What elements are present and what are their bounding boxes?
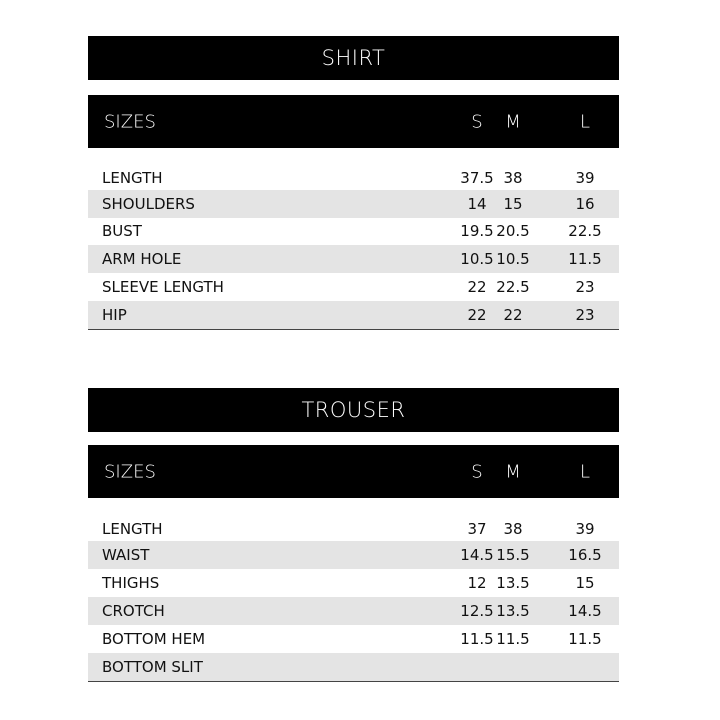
value-s: 14.5 xyxy=(460,546,494,564)
value-m: 10.5 xyxy=(496,250,530,268)
table-row xyxy=(88,164,619,192)
table-row xyxy=(88,245,619,273)
value-m: 13.5 xyxy=(496,574,530,592)
value-l: 39 xyxy=(575,169,595,187)
trouser-size-chart xyxy=(88,388,619,682)
row-label: SHOULDERS xyxy=(102,195,195,213)
value-s: 37.5 xyxy=(460,169,494,187)
shirt-header-size-s: S xyxy=(471,111,483,132)
shirt-bottom-rule xyxy=(88,329,619,330)
row-label: WAIST xyxy=(102,546,150,564)
value-s: 14 xyxy=(467,195,487,213)
value-s: 22 xyxy=(467,306,487,324)
value-l: 23 xyxy=(575,278,595,296)
table-row xyxy=(88,625,619,653)
value-l: 16.5 xyxy=(568,546,602,564)
row-label: LENGTH xyxy=(102,169,163,187)
shirt-header-size-m: M xyxy=(505,111,521,132)
trouser-header-size-m: M xyxy=(505,461,521,482)
value-m: 11.5 xyxy=(496,630,530,648)
value-s: 11.5 xyxy=(460,630,494,648)
value-s: 37 xyxy=(467,520,487,538)
trouser-header-size-l: L xyxy=(579,461,591,482)
value-l: 15 xyxy=(575,574,595,592)
value-m: 22.5 xyxy=(496,278,530,296)
row-label: BOTTOM HEM xyxy=(102,630,206,648)
value-s: 10.5 xyxy=(460,250,494,268)
table-row xyxy=(88,653,619,681)
shirt-title: SHIRT xyxy=(321,46,386,70)
table-row xyxy=(88,273,619,301)
shirt-header-size-l: L xyxy=(579,111,591,132)
value-s: 12 xyxy=(467,574,487,592)
table-row xyxy=(88,301,619,329)
value-s: 12.5 xyxy=(460,602,494,620)
table-row xyxy=(88,569,619,597)
row-label: LENGTH xyxy=(102,520,163,538)
trouser-header-sizes-label: SIZES xyxy=(104,461,156,482)
trouser-bottom-rule xyxy=(88,681,619,682)
value-m: 15 xyxy=(503,195,523,213)
row-label: SLEEVE LENGTH xyxy=(102,278,224,296)
trouser-header-row xyxy=(88,445,619,498)
value-m: 15.5 xyxy=(496,546,530,564)
row-label: THIGHS xyxy=(102,574,160,592)
row-label: BUST xyxy=(102,222,142,240)
value-l: 11.5 xyxy=(568,630,602,648)
table-row xyxy=(88,217,619,245)
value-m: 13.5 xyxy=(496,602,530,620)
shirt-title-bar xyxy=(88,36,619,80)
trouser-header-size-s: S xyxy=(471,461,483,482)
shirt-header-row xyxy=(88,95,619,148)
value-s: 19.5 xyxy=(460,222,494,240)
value-l: 14.5 xyxy=(568,602,602,620)
value-m: 22 xyxy=(503,306,523,324)
table-row xyxy=(88,597,619,625)
row-label: CROTCH xyxy=(102,602,165,620)
table-row xyxy=(88,515,619,543)
value-l: 23 xyxy=(575,306,595,324)
trouser-title-bar xyxy=(88,388,619,432)
value-l: 16 xyxy=(575,195,595,213)
row-label: ARM HOLE xyxy=(102,250,182,268)
value-l: 39 xyxy=(575,520,595,538)
table-row xyxy=(88,190,619,218)
shirt-size-chart xyxy=(88,36,619,330)
value-l: 11.5 xyxy=(568,250,602,268)
value-m: 20.5 xyxy=(496,222,530,240)
shirt-header-sizes-label: SIZES xyxy=(104,111,156,132)
value-s: 22 xyxy=(467,278,487,296)
table-row xyxy=(88,541,619,569)
trouser-title: TROUSER xyxy=(301,398,406,422)
value-m: 38 xyxy=(503,169,523,187)
row-label: BOTTOM SLIT xyxy=(102,658,203,676)
value-l: 22.5 xyxy=(568,222,602,240)
value-m: 38 xyxy=(503,520,523,538)
row-label: HIP xyxy=(102,306,127,324)
